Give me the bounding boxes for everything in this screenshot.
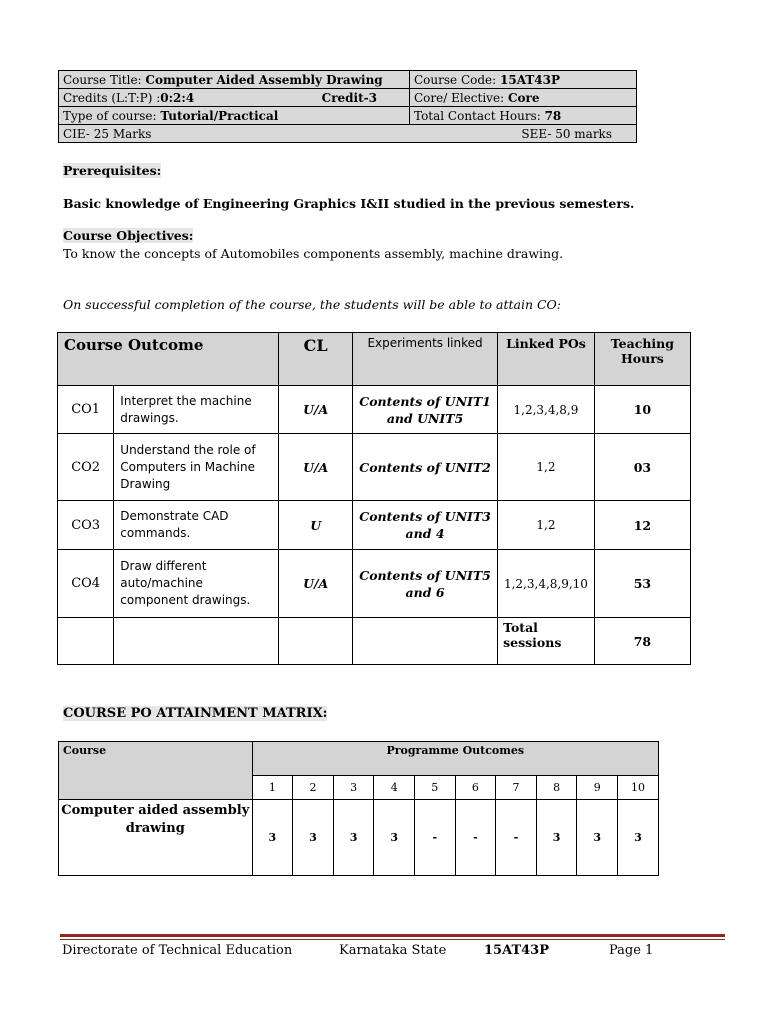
header-cl: CL: [279, 333, 353, 386]
footer-page-number: Page 1: [609, 943, 654, 958]
header-course-outcome: Course Outcome: [58, 333, 279, 386]
matrix-header-row: [59, 742, 659, 776]
empty-cell: [279, 618, 353, 665]
po-number: 6: [455, 776, 496, 800]
table-row: [58, 434, 691, 501]
total-hours: 78: [594, 618, 690, 665]
co-hours: 10: [594, 386, 690, 434]
prerequisites-heading: [63, 163, 161, 178]
co-cl: U/A: [279, 386, 353, 434]
po-number: 2: [293, 776, 334, 800]
credits-label: Credits (L:T:P) :: [63, 90, 161, 105]
po-value: 3: [536, 800, 577, 876]
course-title-cell: [59, 71, 410, 89]
table-row: [58, 386, 691, 434]
footer-rule-thin: [60, 939, 725, 940]
info-row-marks: [59, 125, 637, 143]
po-number: 5: [415, 776, 456, 800]
co-cl: U/A: [279, 434, 353, 501]
course-code-label: Course Code:: [414, 72, 497, 87]
po-value: 3: [374, 800, 415, 876]
co-description: Understand the role of Computers in Machine Drawing: [114, 434, 279, 501]
po-value: 3: [252, 800, 293, 876]
objectives-text: To know the concepts of Automobiles components assembly, machine drawing.: [63, 246, 564, 261]
info-row-credits: [59, 89, 637, 107]
co-header-row: [58, 333, 691, 386]
co-id: CO4: [58, 550, 114, 618]
course-type-value: Tutorial/Practical: [160, 108, 279, 123]
matrix-po-header: Programme Outcomes: [252, 742, 658, 776]
po-number: 1: [252, 776, 293, 800]
objectives-heading: [63, 228, 193, 243]
course-type-cell: [59, 107, 410, 125]
co-experiments: Contents of UNIT1 and UNIT5: [353, 386, 498, 434]
po-value: 3: [333, 800, 374, 876]
matrix-heading-text: COURSE PO ATTAINMENT MATRIX:: [63, 706, 328, 721]
co-hours: 12: [594, 501, 690, 550]
core-value: Core: [507, 90, 540, 105]
footer-rule-thick: [60, 934, 725, 937]
po-number: 4: [374, 776, 415, 800]
po-attainment-matrix: [58, 741, 659, 876]
matrix-value-row: [59, 800, 659, 876]
empty-cell: [58, 618, 114, 665]
contact-hours-value: 78: [544, 108, 562, 123]
co-linked-pos: 1,2,3,4,8,9: [498, 386, 595, 434]
po-number: 10: [618, 776, 659, 800]
co-linked-pos: 1,2,3,4,8,9,10: [498, 550, 595, 618]
objectives-heading-text: Course Objectives:: [63, 228, 194, 243]
co-description: Draw different auto/machine component drawings.: [114, 550, 279, 618]
course-type-label: Type of course:: [63, 108, 157, 123]
po-number: 7: [496, 776, 537, 800]
empty-cell: [114, 618, 279, 665]
po-value: -: [496, 800, 537, 876]
contact-hours-cell: [410, 107, 637, 125]
co-hours: 03: [594, 434, 690, 501]
co-linked-pos: 1,2: [498, 501, 595, 550]
matrix-course-name: Computer aided assembly drawing: [59, 800, 253, 876]
table-row: [58, 550, 691, 618]
marks-cell: [59, 125, 637, 143]
course-outcome-table: [57, 332, 691, 665]
co-linked-pos: 1,2: [498, 434, 595, 501]
total-sessions-label: Total sessions: [498, 618, 595, 665]
po-value: -: [415, 800, 456, 876]
prerequisites-heading-text: Prerequisites:: [63, 163, 162, 178]
co-experiments: Contents of UNIT2: [353, 434, 498, 501]
core-label: Core/ Elective:: [414, 90, 505, 105]
footer-org: Directorate of Technical Education: [62, 943, 293, 958]
cie-marks: CIE- 25 Marks: [63, 126, 152, 141]
footer-code: 15AT43P: [484, 943, 550, 958]
course-title-label: Course Title:: [63, 72, 142, 87]
table-row: [58, 501, 691, 550]
co-description: Demonstrate CAD commands.: [114, 501, 279, 550]
po-value: 3: [293, 800, 334, 876]
po-number: 3: [333, 776, 374, 800]
co-id: CO2: [58, 434, 114, 501]
header-linked-pos: Linked POs: [498, 333, 595, 386]
credits-value: 0:2:4: [160, 90, 195, 105]
contact-hours-label: Total Contact Hours:: [414, 108, 541, 123]
credits-cell: [59, 89, 410, 107]
po-number: 9: [577, 776, 618, 800]
co-experiments: Contents of UNIT3 and 4: [353, 501, 498, 550]
header-teaching-hours: Teaching Hours: [594, 333, 690, 386]
po-value: -: [455, 800, 496, 876]
prerequisites-text: Basic knowledge of Engineering Graphics I&II studied in the previous semesters.: [63, 196, 635, 211]
co-experiments: Contents of UNIT5 and 6: [353, 550, 498, 618]
co-intro-text: On successful completion of the course, the students will be able to attain CO:: [63, 297, 562, 312]
credit-total: Credit-3: [321, 90, 377, 105]
course-title-value: Computer Aided Assembly Drawing: [145, 72, 383, 87]
see-marks: SEE- 50 marks: [521, 126, 612, 141]
total-row: [58, 618, 691, 665]
matrix-course-header: Course: [59, 742, 253, 800]
info-row-type: [59, 107, 637, 125]
co-id: CO1: [58, 386, 114, 434]
course-code-cell: [410, 71, 637, 89]
co-hours: 53: [594, 550, 690, 618]
po-number: 8: [536, 776, 577, 800]
course-code-value: 15AT43P: [500, 72, 561, 87]
header-experiments: Experiments linked: [353, 333, 498, 386]
course-info-table: [58, 70, 637, 143]
info-row-title: [59, 71, 637, 89]
matrix-heading: [63, 706, 327, 721]
empty-cell: [353, 618, 498, 665]
co-cl: U: [279, 501, 353, 550]
co-cl: U/A: [279, 550, 353, 618]
footer-state: Karnataka State: [339, 943, 447, 958]
co-id: CO3: [58, 501, 114, 550]
co-description: Interpret the machine drawings.: [114, 386, 279, 434]
po-value: 3: [577, 800, 618, 876]
po-value: 3: [618, 800, 659, 876]
core-elective-cell: [410, 89, 637, 107]
